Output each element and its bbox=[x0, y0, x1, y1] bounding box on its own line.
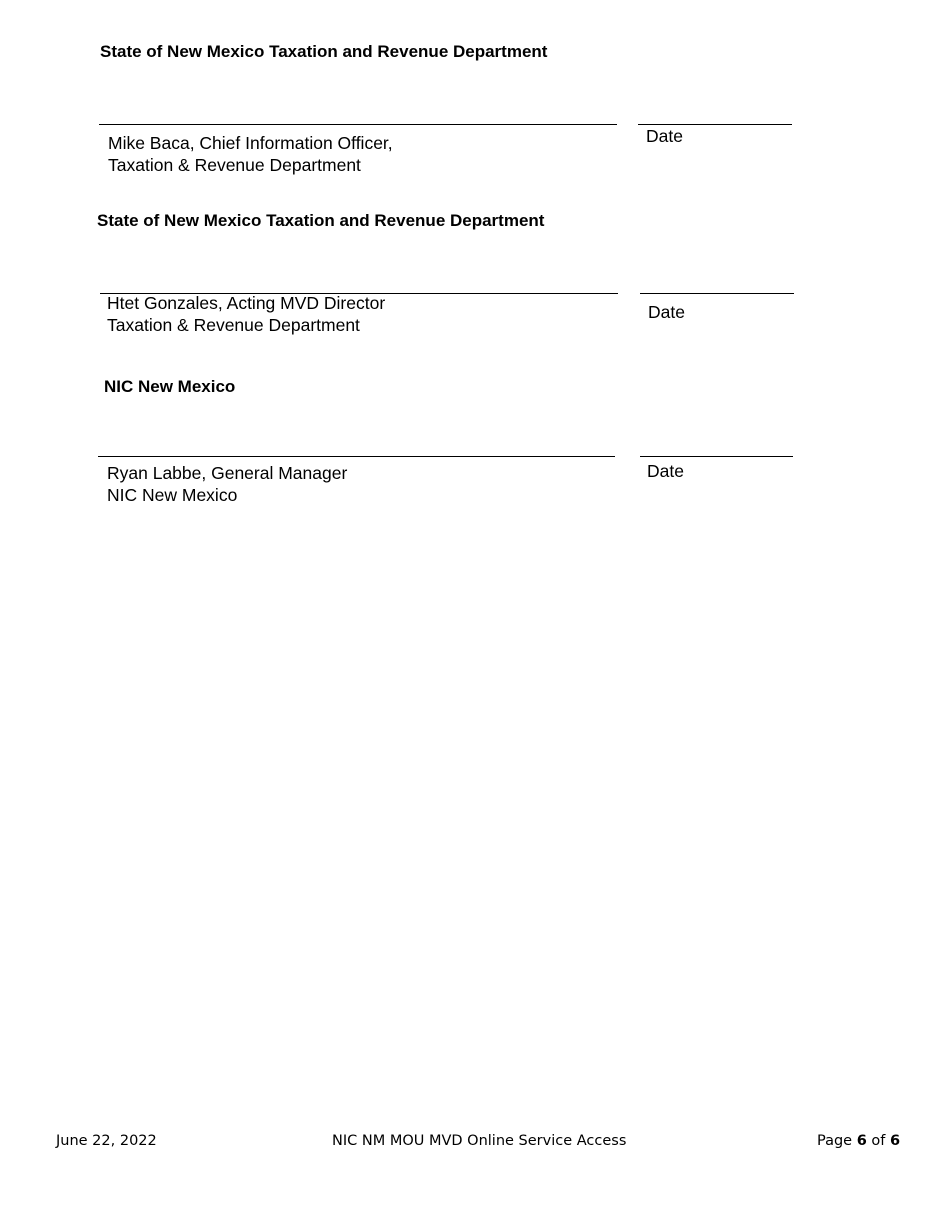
signatory-org-3: NIC New Mexico bbox=[107, 485, 238, 505]
footer-date: June 22, 2022 bbox=[56, 1133, 157, 1149]
page-current: 6 bbox=[856, 1133, 867, 1149]
signature-line-3 bbox=[98, 456, 615, 457]
page-of: of bbox=[871, 1133, 886, 1149]
signatory-name-1: Mike Baca, Chief Information Officer, bbox=[108, 133, 393, 153]
date-line-2 bbox=[640, 293, 794, 294]
signatory-name-3: Ryan Labbe, General Manager bbox=[107, 463, 348, 483]
signatory-org-1: Taxation & Revenue Department bbox=[108, 155, 361, 175]
signatory-block-1 bbox=[108, 132, 393, 176]
footer-document-title: NIC NM MOU MVD Online Service Access bbox=[332, 1133, 627, 1149]
signatory-block-2 bbox=[107, 292, 385, 336]
signatory-name-2: Htet Gonzales, Acting MVD Director bbox=[107, 293, 386, 313]
section-heading-trd-1: State of New Mexico Taxation and Revenue Department bbox=[100, 42, 548, 61]
date-label-3: Date bbox=[647, 461, 684, 481]
signatory-org-2: Taxation & Revenue Department bbox=[107, 315, 360, 335]
page-total: 6 bbox=[890, 1133, 901, 1149]
date-line-1 bbox=[638, 124, 792, 125]
footer-page-number bbox=[817, 1132, 900, 1150]
date-line-3 bbox=[640, 456, 793, 457]
section-heading-nic: NIC New Mexico bbox=[104, 377, 236, 396]
page-prefix: Page bbox=[817, 1133, 853, 1149]
date-label-1: Date bbox=[646, 126, 683, 146]
section-heading-trd-2: State of New Mexico Taxation and Revenue Department bbox=[97, 211, 545, 230]
date-label-2: Date bbox=[648, 302, 685, 322]
signatory-block-3 bbox=[107, 462, 347, 506]
signature-line-1 bbox=[99, 124, 617, 125]
